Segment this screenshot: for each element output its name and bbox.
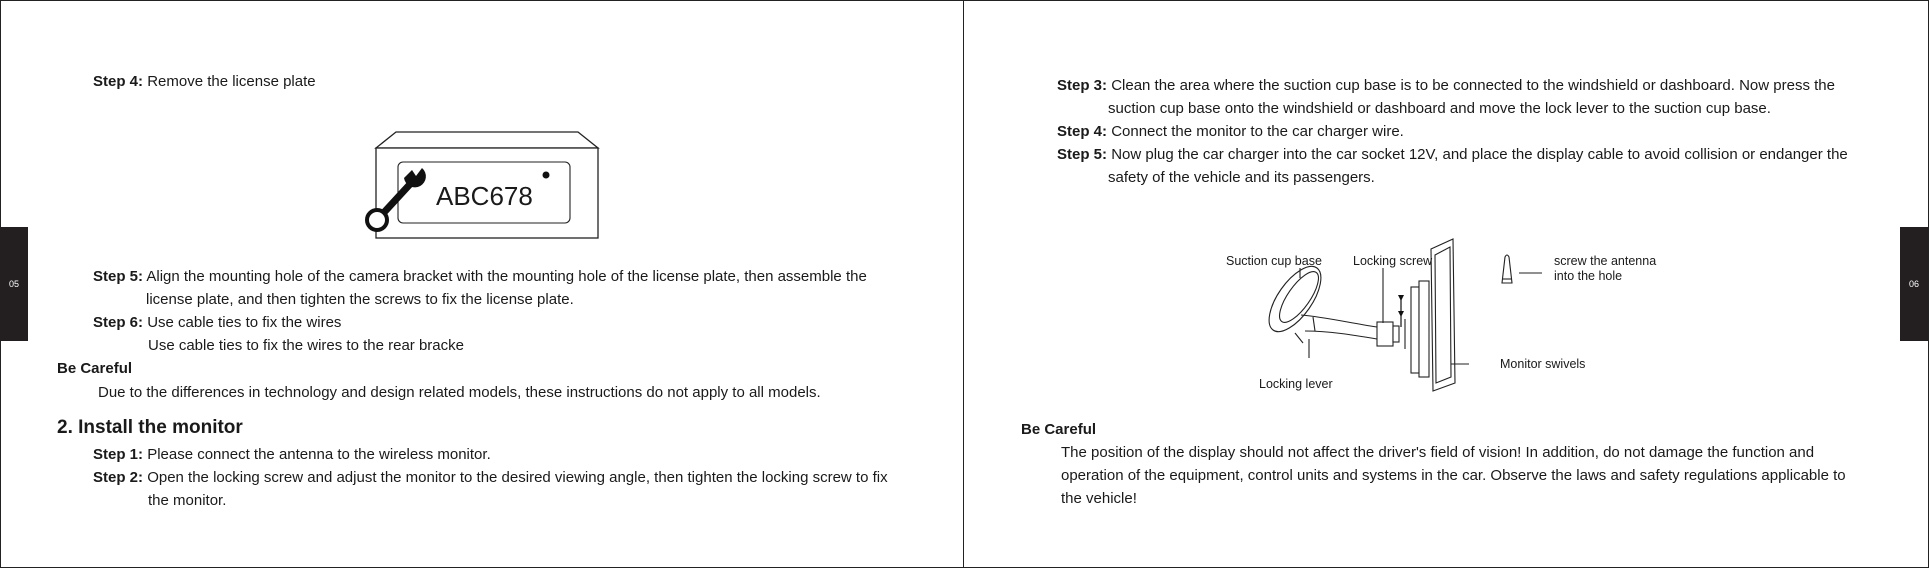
step-6-continued: Use cable ties to fix the wires to the rear bracke (148, 337, 464, 354)
page-number: 05 (8, 279, 19, 289)
step-5-continued: license plate, and then tighten the screws to fix the license plate. (146, 291, 574, 308)
step-text: Please connect the antenna to the wireless monitor. (147, 446, 491, 463)
plate-number: ABC678 (436, 181, 533, 211)
step-label: Step 3: (1057, 77, 1108, 94)
step-label: Step 4: (1057, 123, 1108, 140)
step-label: Step 2: (93, 469, 144, 486)
step-text: Remove the license plate (147, 73, 316, 90)
label-into-hole: into the hole (1554, 269, 1623, 283)
step-4-remove-plate (93, 70, 316, 93)
page-number-tab-left (0, 227, 28, 341)
step-text: Use cable ties to fix the wires (147, 314, 342, 331)
page-number-tab-right (1900, 227, 1928, 341)
step-5-plug-charger (1057, 143, 1848, 166)
step-5-align-bracket (93, 265, 867, 288)
step-text: Open the locking screw and adjust the monitor to the desired viewing angle, then tighten the locking screw to fix (147, 469, 888, 486)
page-divider (963, 0, 964, 568)
step-text: Connect the monitor to the car charger wire. (1111, 123, 1404, 140)
be-careful-heading: Be Careful (57, 360, 133, 377)
be-careful-heading: Be Careful (1021, 421, 1097, 438)
step-label: Step 6: (93, 314, 144, 331)
step-label: Step 4: (93, 73, 144, 90)
step-label: Step 1: (93, 446, 144, 463)
label-screw-antenna: screw the antenna (1554, 254, 1657, 268)
label-monitor-swivels: Monitor swivels (1500, 357, 1586, 371)
step-5-continued: safety of the vehicle and its passengers. (1108, 169, 1375, 186)
step-text: Now plug the car charger into the car socket 12V, and place the display cable to avoid collision or endanger the (1111, 146, 1848, 163)
be-careful-line-2: operation of the equipment, control units and systems in the car. Observe the laws and safety regulations applicable to (1061, 467, 1846, 484)
step-label: Step 5: (1057, 146, 1108, 163)
page-number: 06 (1908, 279, 1919, 289)
label-locking-screw: Locking screw (1353, 254, 1433, 268)
label-suction-cup-base: Suction cup base (1226, 254, 1322, 268)
step-3-continued: suction cup base onto the windshield or dashboard and move the lock lever to the suction cup base. (1108, 100, 1771, 117)
step-1-connect-antenna (93, 443, 491, 466)
section-title: 2. Install the monitor (57, 417, 243, 438)
be-careful-line-3: the vehicle! (1061, 490, 1137, 507)
step-3-clean-area (1057, 74, 1835, 97)
step-text: Align the mounting hole of the camera bracket with the mounting hole of the license plate, then assemble the (146, 268, 867, 285)
step-label: Step 5: (93, 268, 144, 285)
step-2-continued: the monitor. (148, 492, 227, 509)
step-2-adjust-monitor (93, 466, 888, 489)
step-6-cable-ties (93, 311, 341, 334)
be-careful-line-1: The position of the display should not affect the driver's field of vision! In addition, do not damage the function and (1061, 444, 1815, 461)
step-text: Clean the area where the suction cup base is to be connected to the windshield or dashboard. Now press the (1111, 77, 1835, 94)
be-careful-text: Due to the differences in technology and design related models, these instructions do not apply to all models. (98, 384, 821, 401)
label-locking-lever: Locking lever (1259, 377, 1333, 391)
step-4-connect-charger (1057, 120, 1404, 143)
